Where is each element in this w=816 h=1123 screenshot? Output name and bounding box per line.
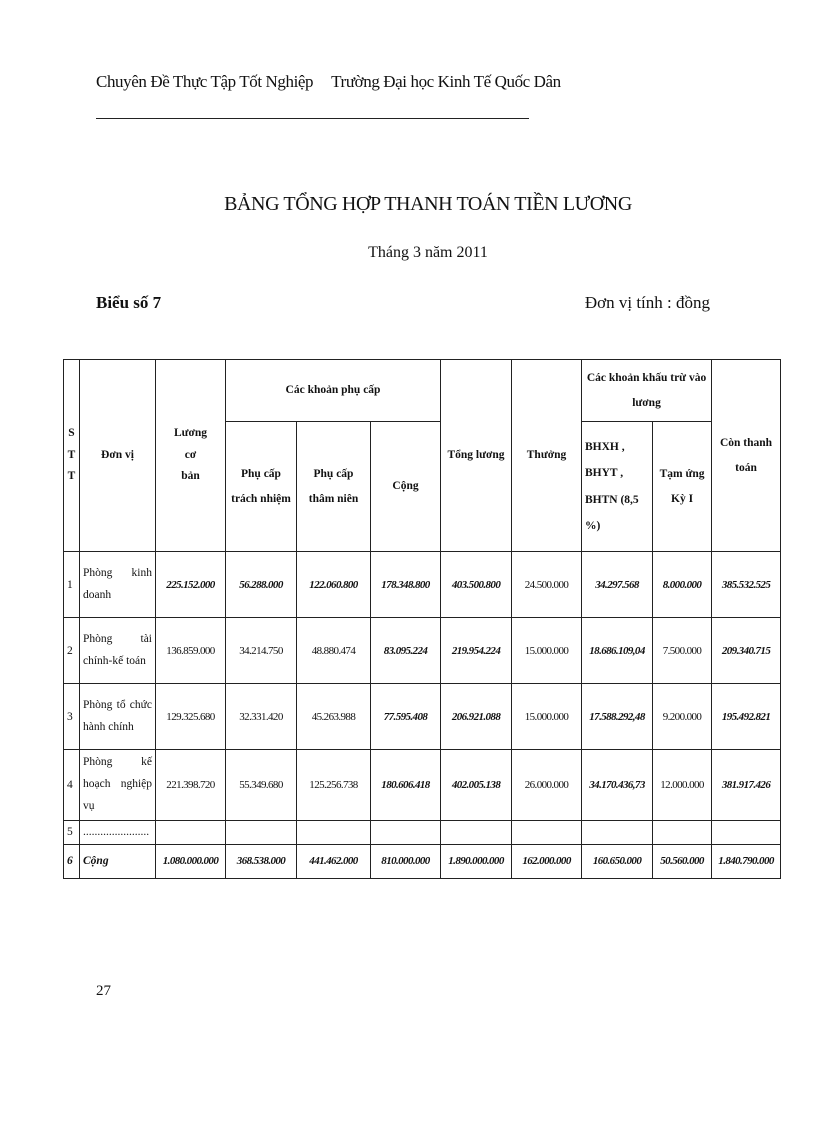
row-stt: 5 — [64, 820, 80, 844]
col-header-base-salary: Lương cơ bản — [156, 360, 226, 552]
row-advance: 7.500.000 — [653, 618, 712, 684]
salary-table — [63, 359, 781, 879]
row-allowance-responsibility: 56.288.000 — [226, 552, 297, 618]
document-title: BẢNG TỔNG HỢP THANH TOÁN TIỀN LƯƠNG — [224, 193, 632, 215]
row-insurance: 34.170.436,73 — [582, 750, 653, 821]
total-bonus: 162.000.000 — [512, 844, 582, 878]
row-stt: 4 — [64, 750, 80, 821]
row-total-salary: 206.921.088 — [441, 684, 512, 750]
row-allowance-seniority: 125.256.738 — [297, 750, 371, 821]
col-header-allowance-total: Cộng — [371, 422, 441, 552]
row-stt: 2 — [64, 618, 80, 684]
row-bonus: 15.000.000 — [512, 618, 582, 684]
row-bonus: 26.000.000 — [512, 750, 582, 821]
total-label: Cộng — [80, 844, 156, 878]
row-allowance-seniority: 45.263.988 — [297, 684, 371, 750]
total-stt: 6 — [64, 844, 80, 878]
table-row — [64, 552, 781, 618]
col-header-advance: Tạm ứng Kỳ I — [653, 422, 712, 552]
row-insurance: 18.686.109,04 — [582, 618, 653, 684]
row-total-salary: 402.005.138 — [441, 750, 512, 821]
row-unit: Phòng kinh doanh — [80, 552, 156, 618]
row-allowance-responsibility: 55.349.680 — [226, 750, 297, 821]
total-allowance-responsibility: 368.538.000 — [226, 844, 297, 878]
total-row — [64, 844, 781, 878]
table-row — [64, 684, 781, 750]
col-header-allowance-seniority: Phụ cấp thâm niên — [297, 422, 371, 552]
row-allowance-responsibility: 34.214.750 — [226, 618, 297, 684]
unit-label: Đơn vị tính : đồng — [584, 293, 710, 312]
row-total-salary: 219.954.224 — [441, 618, 512, 684]
total-total-salary: 1.890.000.000 — [441, 844, 512, 878]
col-header-stt: S T T — [64, 360, 80, 552]
row-allowance-total: 77.595.408 — [371, 684, 441, 750]
table-row — [64, 750, 781, 821]
row-unit: ....................... — [80, 820, 156, 844]
row-allowance-seniority: 122.060.800 — [297, 552, 371, 618]
row-base-salary: 221.398.720 — [156, 750, 226, 821]
row-base-salary: 225.152.000 — [156, 552, 226, 618]
row-allowance-total: 178.348.800 — [371, 552, 441, 618]
row-remaining: 209.340.715 — [712, 618, 781, 684]
row-remaining: 385.532.525 — [712, 552, 781, 618]
table-row — [64, 820, 781, 844]
row-advance: 9.200.000 — [653, 684, 712, 750]
col-header-remaining: Còn thanh toán — [712, 360, 781, 552]
row-advance: 12.000.000 — [653, 750, 712, 821]
row-advance: 8.000.000 — [653, 552, 712, 618]
row-base-salary: 129.325.680 — [156, 684, 226, 750]
col-header-insurance: BHXH , BHYT , BHTN (8,5 %) — [582, 422, 653, 552]
header-thesis-title: Chuyên Đề Thực Tập Tốt Nghiệp — [96, 72, 314, 91]
row-remaining: 195.492.821 — [712, 684, 781, 750]
total-base-salary: 1.080.000.000 — [156, 844, 226, 878]
row-base-salary: 136.859.000 — [156, 618, 226, 684]
col-header-unit: Đơn vị — [80, 360, 156, 552]
row-insurance: 17.588.292,48 — [582, 684, 653, 750]
header-school-name: Trường Đại học Kinh Tế Quốc Dân — [331, 72, 561, 91]
total-insurance: 160.650.000 — [582, 844, 653, 878]
row-stt: 1 — [64, 552, 80, 618]
page-header — [96, 72, 561, 92]
col-header-allowance-group: Các khoản phụ cấp — [226, 360, 441, 422]
row-bonus: 24.500.000 — [512, 552, 582, 618]
col-header-bonus: Thưởng — [512, 360, 582, 552]
row-bonus: 15.000.000 — [512, 684, 582, 750]
row-stt: 3 — [64, 684, 80, 750]
row-total-salary: 403.500.800 — [441, 552, 512, 618]
row-unit: Phòng kế hoạch nghiệp vụ — [80, 750, 156, 821]
row-unit: Phòng tổ chức hành chính — [80, 684, 156, 750]
form-label: Biểu số 7 — [96, 293, 162, 312]
col-header-allowance-responsibility: Phụ cấp trách nhiệm — [226, 422, 297, 552]
page-number: 27 — [96, 983, 111, 999]
row-allowance-total: 83.095.224 — [371, 618, 441, 684]
row-allowance-responsibility: 32.331.420 — [226, 684, 297, 750]
row-allowance-total: 180.606.418 — [371, 750, 441, 821]
total-remaining: 1.840.790.000 — [712, 844, 781, 878]
row-remaining: 381.917.426 — [712, 750, 781, 821]
col-header-total-salary: Tổng lương — [441, 360, 512, 552]
row-insurance: 34.297.568 — [582, 552, 653, 618]
total-advance: 50.560.000 — [653, 844, 712, 878]
total-allowance-seniority: 441.462.000 — [297, 844, 371, 878]
document-subtitle: Tháng 3 năm 2011 — [368, 244, 488, 261]
col-header-deduction-group: Các khoản khấu trừ vào lương — [582, 360, 712, 422]
header-rule — [96, 118, 529, 119]
row-unit: Phòng tài chính-kế toán — [80, 618, 156, 684]
table-row — [64, 618, 781, 684]
row-allowance-seniority: 48.880.474 — [297, 618, 371, 684]
total-allowance-total: 810.000.000 — [371, 844, 441, 878]
